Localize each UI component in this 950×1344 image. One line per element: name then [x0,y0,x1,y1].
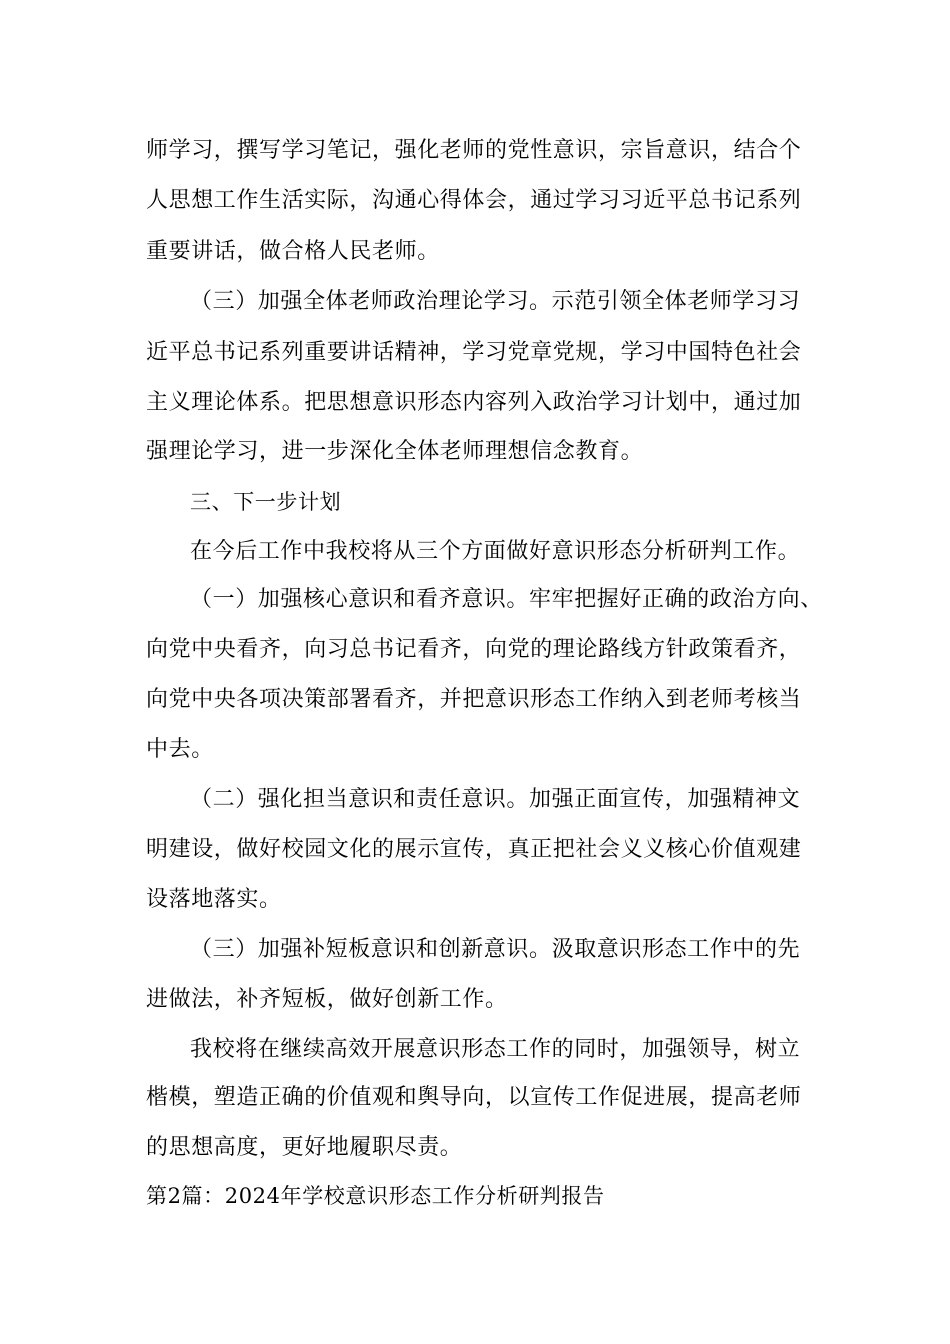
article-title: 第2篇：2024年学校意识形态工作分析研判报告 [146,1184,605,1208]
paragraph-line: 师学习，撰写学习笔记，强化老师的党性意识，宗旨意识，结合个 [146,138,802,163]
paragraph-line: 我校将在继续高效开展意识形态工作的同时，加强领导，树立 [190,1037,801,1062]
paragraph-line: 向党中央各项决策部署看齐，并把意识形态工作纳入到老师考核当 [146,687,802,712]
paragraph-line: 向党中央看齐，向习总书记看齐，向党的理论路线方针政策看齐， [146,637,802,662]
paragraph-line: 明建设，做好校园文化的展示宣传，真正把社会义义核心价值观建 [146,837,802,862]
paragraph-line: 在今后工作中我校将从三个方面做好意识形态分析研判工作。 [190,539,801,564]
paragraph-line: 重要讲话，做合格人民老师。 [146,239,440,264]
paragraph-line: 强理论学习，进一步深化全体老师理想信念教育。 [146,439,644,464]
section-heading: 三、下一步计划 [190,490,342,514]
paragraph-line: 的思想高度，更好地履职尽责。 [146,1135,463,1160]
paragraph-line: 进做法，补齐短板，做好创新工作。 [146,987,508,1012]
paragraph-line: 人思想工作生活实际，沟通心得体会，通过学习习近平总书记系列 [146,188,802,213]
paragraph-line: 设落地落实。 [146,887,282,912]
paragraph-line: 中去。 [146,737,214,762]
paragraph-line: （三）加强补短板意识和创新意识。汲取意识形态工作中的先 [190,937,801,962]
paragraph-line: （一）加强核心意识和看齐意识。牢牢把握好正确的政治方向、 [190,587,823,612]
paragraph-line: 主义理论体系。把思想意识形态内容列入政治学习计划中，通过加 [146,390,802,415]
paragraph-line: （二）强化担当意识和责任意识。加强正面宣传，加强精神文 [190,787,801,812]
paragraph-line: （三）加强全体老师政治理论学习。示范引领全体老师学习习 [190,289,801,314]
paragraph-line: 近平总书记系列重要讲话精神，学习党章党规，学习中国特色社会 [146,340,802,365]
paragraph-line: 楷模，塑造正确的价值观和舆导向，以宣传工作促进展，提高老师 [146,1085,802,1110]
